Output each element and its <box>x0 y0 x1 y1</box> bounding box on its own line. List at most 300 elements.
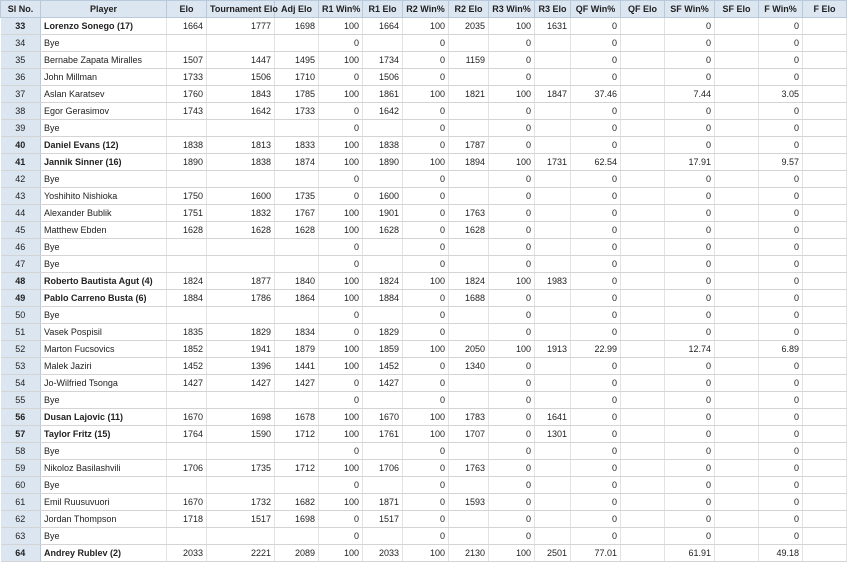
sf-win-cell[interactable]: 61.91 <box>665 545 715 562</box>
r2-win-cell[interactable]: 0 <box>403 137 449 154</box>
sf-win-cell[interactable]: 0 <box>665 290 715 307</box>
r2-elo-cell[interactable]: 1821 <box>449 86 489 103</box>
elo-cell[interactable]: 1824 <box>167 273 207 290</box>
r2-elo-cell[interactable] <box>449 375 489 392</box>
r3-win-cell[interactable]: 0 <box>489 426 535 443</box>
r3-elo-cell[interactable]: 1631 <box>535 18 571 35</box>
tournament-elo-cell[interactable]: 1843 <box>207 86 275 103</box>
r1-win-cell[interactable]: 100 <box>319 18 363 35</box>
qf-win-cell[interactable]: 0 <box>571 460 621 477</box>
sf-elo-cell[interactable] <box>715 511 759 528</box>
elo-cell[interactable]: 1507 <box>167 52 207 69</box>
r3-elo-cell[interactable] <box>535 307 571 324</box>
f-elo-cell[interactable] <box>803 188 847 205</box>
r2-win-cell[interactable]: 100 <box>403 545 449 562</box>
qf-elo-header[interactable]: QF Elo <box>621 1 665 18</box>
r2-elo-cell[interactable] <box>449 69 489 86</box>
r3-elo-cell[interactable]: 1983 <box>535 273 571 290</box>
sf-win-cell[interactable]: 0 <box>665 239 715 256</box>
adj-elo-cell[interactable]: 1441 <box>275 358 319 375</box>
f-win-cell[interactable]: 0 <box>759 290 803 307</box>
r3-elo-cell[interactable] <box>535 443 571 460</box>
r2-win-cell[interactable]: 0 <box>403 307 449 324</box>
qf-win-cell[interactable]: 0 <box>571 426 621 443</box>
qf-elo-cell[interactable] <box>621 494 665 511</box>
sl-no-cell[interactable]: 40 <box>1 137 41 154</box>
player-cell[interactable]: Egor Gerasimov <box>41 103 167 120</box>
sl-no-cell[interactable]: 43 <box>1 188 41 205</box>
r3-elo-cell[interactable] <box>535 103 571 120</box>
r1-win-cell[interactable]: 100 <box>319 358 363 375</box>
sf-win-cell[interactable]: 0 <box>665 324 715 341</box>
f-elo-cell[interactable] <box>803 239 847 256</box>
r3-win-cell[interactable]: 0 <box>489 392 535 409</box>
sf-win-cell[interactable]: 0 <box>665 137 715 154</box>
r2-elo-cell[interactable] <box>449 188 489 205</box>
r1-elo-cell[interactable]: 1838 <box>363 137 403 154</box>
f-win-cell[interactable]: 0 <box>759 273 803 290</box>
r2-elo-cell[interactable] <box>449 239 489 256</box>
r3-elo-cell[interactable] <box>535 52 571 69</box>
f-win-cell[interactable]: 0 <box>759 120 803 137</box>
r3-win-cell[interactable]: 0 <box>489 528 535 545</box>
qf-win-cell[interactable]: 0 <box>571 52 621 69</box>
player-cell[interactable]: Lorenzo Sonego (17) <box>41 18 167 35</box>
f-win-cell[interactable]: 0 <box>759 511 803 528</box>
tournament-elo-cell[interactable]: 1786 <box>207 290 275 307</box>
r1-win-cell[interactable]: 0 <box>319 528 363 545</box>
r2-elo-cell[interactable]: 1593 <box>449 494 489 511</box>
r2-elo-cell[interactable] <box>449 120 489 137</box>
sl-no-cell[interactable]: 34 <box>1 35 41 52</box>
elo-cell[interactable]: 1664 <box>167 18 207 35</box>
f-win-cell[interactable]: 0 <box>759 528 803 545</box>
r1-win-cell[interactable]: 0 <box>319 103 363 120</box>
sf-elo-cell[interactable] <box>715 443 759 460</box>
r3-elo-cell[interactable]: 1301 <box>535 426 571 443</box>
sf-win-cell[interactable]: 0 <box>665 171 715 188</box>
tournament-elo-cell[interactable]: 1628 <box>207 222 275 239</box>
r3-win-cell[interactable]: 0 <box>489 409 535 426</box>
adj-elo-cell[interactable] <box>275 120 319 137</box>
adj-elo-cell[interactable]: 1767 <box>275 205 319 222</box>
f-win-cell[interactable]: 6.89 <box>759 341 803 358</box>
player-cell[interactable]: Bernabe Zapata Miralles <box>41 52 167 69</box>
r2-elo-cell[interactable] <box>449 528 489 545</box>
r2-win-cell[interactable]: 0 <box>403 69 449 86</box>
player-cell[interactable]: Bye <box>41 120 167 137</box>
tournament-elo-cell[interactable] <box>207 35 275 52</box>
r1-elo-cell[interactable]: 1517 <box>363 511 403 528</box>
sf-elo-cell[interactable] <box>715 409 759 426</box>
r3-elo-cell[interactable] <box>535 511 571 528</box>
r3-win-cell[interactable]: 0 <box>489 494 535 511</box>
sf-elo-cell[interactable] <box>715 358 759 375</box>
player-cell[interactable]: Matthew Ebden <box>41 222 167 239</box>
f-elo-cell[interactable] <box>803 18 847 35</box>
r2-elo-cell[interactable]: 2035 <box>449 18 489 35</box>
r3-elo-cell[interactable] <box>535 477 571 494</box>
r3-elo-cell[interactable] <box>535 392 571 409</box>
f-elo-cell[interactable] <box>803 69 847 86</box>
f-win-header[interactable]: F Win% <box>759 1 803 18</box>
r1-win-cell[interactable]: 100 <box>319 341 363 358</box>
elo-cell[interactable]: 1835 <box>167 324 207 341</box>
r2-win-cell[interactable]: 0 <box>403 460 449 477</box>
elo-cell[interactable]: 1884 <box>167 290 207 307</box>
elo-cell[interactable] <box>167 477 207 494</box>
r2-elo-cell[interactable] <box>449 103 489 120</box>
r3-elo-cell[interactable] <box>535 528 571 545</box>
adj-elo-cell[interactable]: 1785 <box>275 86 319 103</box>
sf-win-cell[interactable]: 0 <box>665 375 715 392</box>
r1-win-cell[interactable]: 0 <box>319 392 363 409</box>
r2-win-cell[interactable]: 0 <box>403 290 449 307</box>
qf-win-cell[interactable]: 0 <box>571 239 621 256</box>
r3-win-cell[interactable]: 0 <box>489 35 535 52</box>
r3-win-cell[interactable]: 100 <box>489 86 535 103</box>
adj-elo-cell[interactable] <box>275 171 319 188</box>
f-elo-cell[interactable] <box>803 426 847 443</box>
sl-no-cell[interactable]: 38 <box>1 103 41 120</box>
elo-cell[interactable]: 1452 <box>167 358 207 375</box>
f-elo-cell[interactable] <box>803 324 847 341</box>
player-cell[interactable]: Pablo Carreno Busta (6) <box>41 290 167 307</box>
f-elo-cell[interactable] <box>803 35 847 52</box>
elo-cell[interactable]: 1628 <box>167 222 207 239</box>
r1-win-cell[interactable]: 100 <box>319 409 363 426</box>
sl-no-cell[interactable]: 39 <box>1 120 41 137</box>
r1-elo-cell[interactable] <box>363 35 403 52</box>
tournament-elo-cell[interactable]: 1506 <box>207 69 275 86</box>
r2-win-cell[interactable]: 0 <box>403 52 449 69</box>
adj-elo-cell[interactable]: 1698 <box>275 511 319 528</box>
r3-elo-cell[interactable] <box>535 375 571 392</box>
r1-elo-cell[interactable]: 1829 <box>363 324 403 341</box>
r3-win-cell[interactable]: 0 <box>489 69 535 86</box>
qf-win-cell[interactable]: 0 <box>571 528 621 545</box>
f-elo-cell[interactable] <box>803 341 847 358</box>
r3-elo-cell[interactable] <box>535 324 571 341</box>
r2-win-cell[interactable]: 0 <box>403 103 449 120</box>
sf-win-cell[interactable]: 0 <box>665 188 715 205</box>
r1-elo-cell[interactable]: 1664 <box>363 18 403 35</box>
r1-win-cell[interactable]: 0 <box>319 324 363 341</box>
tournament-elo-cell[interactable]: 1829 <box>207 324 275 341</box>
player-cell[interactable]: Vasek Pospisil <box>41 324 167 341</box>
f-win-cell[interactable]: 0 <box>759 35 803 52</box>
player-cell[interactable]: Bye <box>41 35 167 52</box>
f-elo-cell[interactable] <box>803 443 847 460</box>
qf-win-cell[interactable]: 0 <box>571 256 621 273</box>
qf-elo-cell[interactable] <box>621 154 665 171</box>
r3-elo-cell[interactable] <box>535 290 571 307</box>
sf-elo-cell[interactable] <box>715 137 759 154</box>
r2-win-cell[interactable]: 100 <box>403 409 449 426</box>
r3-elo-cell[interactable] <box>535 35 571 52</box>
f-win-cell[interactable]: 0 <box>759 358 803 375</box>
f-win-cell[interactable]: 0 <box>759 392 803 409</box>
r2-elo-cell[interactable]: 1824 <box>449 273 489 290</box>
qf-win-cell[interactable]: 0 <box>571 375 621 392</box>
sf-win-cell[interactable]: 0 <box>665 222 715 239</box>
sl-no-cell[interactable]: 33 <box>1 18 41 35</box>
qf-win-cell[interactable]: 0 <box>571 188 621 205</box>
sf-win-cell[interactable]: 0 <box>665 443 715 460</box>
f-win-cell[interactable]: 0 <box>759 188 803 205</box>
qf-elo-cell[interactable] <box>621 35 665 52</box>
sf-elo-cell[interactable] <box>715 120 759 137</box>
qf-win-header[interactable]: QF Win% <box>571 1 621 18</box>
elo-cell[interactable]: 2033 <box>167 545 207 562</box>
r3-win-cell[interactable]: 0 <box>489 137 535 154</box>
adj-elo-cell[interactable]: 1628 <box>275 222 319 239</box>
sf-win-cell[interactable]: 0 <box>665 511 715 528</box>
f-elo-cell[interactable] <box>803 460 847 477</box>
qf-elo-cell[interactable] <box>621 171 665 188</box>
r2-win-cell[interactable]: 0 <box>403 375 449 392</box>
qf-win-cell[interactable]: 0 <box>571 137 621 154</box>
r3-win-cell[interactable]: 0 <box>489 375 535 392</box>
sf-elo-cell[interactable] <box>715 222 759 239</box>
elo-cell[interactable] <box>167 528 207 545</box>
f-elo-cell[interactable] <box>803 222 847 239</box>
sl-no-cell[interactable]: 59 <box>1 460 41 477</box>
r3-elo-cell[interactable] <box>535 171 571 188</box>
r2-win-cell[interactable]: 0 <box>403 205 449 222</box>
r2-elo-cell[interactable] <box>449 324 489 341</box>
tournament-elo-cell[interactable]: 2221 <box>207 545 275 562</box>
sl-no-cell[interactable]: 42 <box>1 171 41 188</box>
sf-elo-cell[interactable] <box>715 18 759 35</box>
r3-elo-cell[interactable] <box>535 358 571 375</box>
r1-win-cell[interactable]: 0 <box>319 171 363 188</box>
r2-elo-cell[interactable]: 1688 <box>449 290 489 307</box>
r3-win-cell[interactable]: 0 <box>489 205 535 222</box>
r2-elo-cell[interactable] <box>449 443 489 460</box>
player-cell[interactable]: John Millman <box>41 69 167 86</box>
sl-no-cell[interactable]: 54 <box>1 375 41 392</box>
r2-win-header[interactable]: R2 Win% <box>403 1 449 18</box>
sf-win-cell[interactable]: 0 <box>665 477 715 494</box>
adj-elo-cell[interactable]: 1840 <box>275 273 319 290</box>
adj-elo-header[interactable]: Adj Elo <box>275 1 319 18</box>
qf-elo-cell[interactable] <box>621 307 665 324</box>
sl-no-cell[interactable]: 35 <box>1 52 41 69</box>
tournament-elo-cell[interactable]: 1600 <box>207 188 275 205</box>
r2-win-cell[interactable]: 0 <box>403 171 449 188</box>
r1-elo-cell[interactable]: 1600 <box>363 188 403 205</box>
adj-elo-cell[interactable]: 1733 <box>275 103 319 120</box>
qf-elo-cell[interactable] <box>621 205 665 222</box>
adj-elo-cell[interactable]: 2089 <box>275 545 319 562</box>
f-win-cell[interactable]: 0 <box>759 443 803 460</box>
qf-win-cell[interactable]: 77.01 <box>571 545 621 562</box>
f-win-cell[interactable]: 0 <box>759 103 803 120</box>
r2-elo-cell[interactable] <box>449 477 489 494</box>
sf-win-cell[interactable]: 0 <box>665 426 715 443</box>
r1-elo-cell[interactable]: 1901 <box>363 205 403 222</box>
r3-win-cell[interactable]: 0 <box>489 52 535 69</box>
tournament-elo-cell[interactable]: 1813 <box>207 137 275 154</box>
player-cell[interactable]: Alexander Bublik <box>41 205 167 222</box>
r1-elo-cell[interactable] <box>363 392 403 409</box>
r1-win-cell[interactable]: 100 <box>319 545 363 562</box>
adj-elo-cell[interactable] <box>275 477 319 494</box>
elo-cell[interactable]: 1751 <box>167 205 207 222</box>
elo-cell[interactable]: 1743 <box>167 103 207 120</box>
adj-elo-cell[interactable] <box>275 392 319 409</box>
f-elo-cell[interactable] <box>803 375 847 392</box>
f-elo-cell[interactable] <box>803 307 847 324</box>
qf-elo-cell[interactable] <box>621 341 665 358</box>
adj-elo-cell[interactable]: 1712 <box>275 426 319 443</box>
adj-elo-cell[interactable] <box>275 256 319 273</box>
r1-win-cell[interactable]: 100 <box>319 86 363 103</box>
adj-elo-cell[interactable] <box>275 35 319 52</box>
r1-win-cell[interactable]: 100 <box>319 273 363 290</box>
tournament-elo-cell[interactable]: 1517 <box>207 511 275 528</box>
sf-elo-cell[interactable] <box>715 545 759 562</box>
qf-win-cell[interactable]: 0 <box>571 69 621 86</box>
f-win-cell[interactable]: 0 <box>759 52 803 69</box>
r1-win-cell[interactable]: 0 <box>319 35 363 52</box>
f-elo-cell[interactable] <box>803 392 847 409</box>
elo-cell[interactable]: 1718 <box>167 511 207 528</box>
qf-elo-cell[interactable] <box>621 375 665 392</box>
f-elo-cell[interactable] <box>803 409 847 426</box>
f-win-cell[interactable]: 3.05 <box>759 86 803 103</box>
r3-win-cell[interactable]: 0 <box>489 239 535 256</box>
tournament-elo-cell[interactable]: 1447 <box>207 52 275 69</box>
adj-elo-cell[interactable] <box>275 239 319 256</box>
qf-win-cell[interactable]: 0 <box>571 290 621 307</box>
qf-elo-cell[interactable] <box>621 358 665 375</box>
tournament-elo-cell[interactable]: 1941 <box>207 341 275 358</box>
qf-win-cell[interactable]: 0 <box>571 324 621 341</box>
elo-cell[interactable] <box>167 171 207 188</box>
tournament-elo-cell[interactable] <box>207 528 275 545</box>
sl-no-cell[interactable]: 53 <box>1 358 41 375</box>
sl-no-cell[interactable]: 61 <box>1 494 41 511</box>
player-cell[interactable]: Bye <box>41 443 167 460</box>
r1-elo-cell[interactable]: 2033 <box>363 545 403 562</box>
r3-win-cell[interactable]: 0 <box>489 460 535 477</box>
elo-cell[interactable]: 1760 <box>167 86 207 103</box>
r3-win-header[interactable]: R3 Win% <box>489 1 535 18</box>
sf-elo-cell[interactable] <box>715 426 759 443</box>
r3-win-cell[interactable]: 0 <box>489 120 535 137</box>
f-elo-cell[interactable] <box>803 103 847 120</box>
sl-no-cell[interactable]: 56 <box>1 409 41 426</box>
sf-elo-cell[interactable] <box>715 239 759 256</box>
f-win-cell[interactable]: 0 <box>759 239 803 256</box>
sf-win-cell[interactable]: 0 <box>665 52 715 69</box>
sf-elo-cell[interactable] <box>715 154 759 171</box>
r1-win-header[interactable]: R1 Win% <box>319 1 363 18</box>
r1-elo-cell[interactable] <box>363 120 403 137</box>
adj-elo-cell[interactable]: 1864 <box>275 290 319 307</box>
adj-elo-cell[interactable]: 1735 <box>275 188 319 205</box>
r3-elo-cell[interactable]: 1641 <box>535 409 571 426</box>
r1-elo-cell[interactable]: 1824 <box>363 273 403 290</box>
sf-elo-cell[interactable] <box>715 460 759 477</box>
r1-elo-cell[interactable]: 1452 <box>363 358 403 375</box>
r2-win-cell[interactable]: 100 <box>403 273 449 290</box>
r1-elo-cell[interactable]: 1506 <box>363 69 403 86</box>
qf-win-cell[interactable]: 0 <box>571 18 621 35</box>
r2-elo-cell[interactable]: 1894 <box>449 154 489 171</box>
r2-elo-header[interactable]: R2 Elo <box>449 1 489 18</box>
f-elo-cell[interactable] <box>803 120 847 137</box>
sl-no-cell[interactable]: 45 <box>1 222 41 239</box>
f-win-cell[interactable]: 0 <box>759 307 803 324</box>
sf-elo-cell[interactable] <box>715 307 759 324</box>
tournament-elo-cell[interactable]: 1877 <box>207 273 275 290</box>
f-elo-cell[interactable] <box>803 86 847 103</box>
tournament-elo-cell[interactable] <box>207 171 275 188</box>
sf-elo-cell[interactable] <box>715 188 759 205</box>
sf-elo-cell[interactable] <box>715 35 759 52</box>
r1-win-cell[interactable]: 0 <box>319 256 363 273</box>
sf-elo-cell[interactable] <box>715 341 759 358</box>
tournament-elo-cell[interactable]: 1642 <box>207 103 275 120</box>
f-win-cell[interactable]: 49.18 <box>759 545 803 562</box>
f-elo-cell[interactable] <box>803 171 847 188</box>
sf-win-cell[interactable]: 7.44 <box>665 86 715 103</box>
r1-win-cell[interactable]: 100 <box>319 205 363 222</box>
r1-elo-cell[interactable]: 1642 <box>363 103 403 120</box>
r2-win-cell[interactable]: 100 <box>403 341 449 358</box>
adj-elo-cell[interactable] <box>275 307 319 324</box>
f-win-cell[interactable]: 0 <box>759 494 803 511</box>
sf-win-cell[interactable]: 0 <box>665 256 715 273</box>
sf-win-cell[interactable]: 0 <box>665 392 715 409</box>
qf-win-cell[interactable]: 0 <box>571 494 621 511</box>
sf-elo-cell[interactable] <box>715 86 759 103</box>
sl-no-cell[interactable]: 47 <box>1 256 41 273</box>
player-cell[interactable]: Yoshihito Nishioka <box>41 188 167 205</box>
sl-no-cell[interactable]: 58 <box>1 443 41 460</box>
f-elo-cell[interactable] <box>803 52 847 69</box>
qf-elo-cell[interactable] <box>621 69 665 86</box>
tournament-elo-cell[interactable]: 1777 <box>207 18 275 35</box>
r1-elo-cell[interactable]: 1734 <box>363 52 403 69</box>
qf-elo-cell[interactable] <box>621 103 665 120</box>
r1-elo-cell[interactable]: 1890 <box>363 154 403 171</box>
r2-win-cell[interactable]: 0 <box>403 443 449 460</box>
sf-win-cell[interactable]: 0 <box>665 120 715 137</box>
f-elo-cell[interactable] <box>803 205 847 222</box>
qf-win-cell[interactable]: 0 <box>571 273 621 290</box>
r2-win-cell[interactable]: 0 <box>403 120 449 137</box>
tournament-elo-cell[interactable]: 1427 <box>207 375 275 392</box>
qf-win-cell[interactable]: 22.99 <box>571 341 621 358</box>
player-cell[interactable]: Taylor Fritz (15) <box>41 426 167 443</box>
qf-elo-cell[interactable] <box>621 120 665 137</box>
r1-win-cell[interactable]: 100 <box>319 460 363 477</box>
elo-cell[interactable] <box>167 35 207 52</box>
sf-elo-cell[interactable] <box>715 494 759 511</box>
r1-elo-header[interactable]: R1 Elo <box>363 1 403 18</box>
sf-win-cell[interactable]: 12.74 <box>665 341 715 358</box>
sl-no-cell[interactable]: 62 <box>1 511 41 528</box>
r3-win-cell[interactable]: 0 <box>489 511 535 528</box>
r3-win-cell[interactable]: 0 <box>489 290 535 307</box>
elo-cell[interactable]: 1670 <box>167 409 207 426</box>
sf-win-header[interactable]: SF Win% <box>665 1 715 18</box>
r2-win-cell[interactable]: 0 <box>403 392 449 409</box>
